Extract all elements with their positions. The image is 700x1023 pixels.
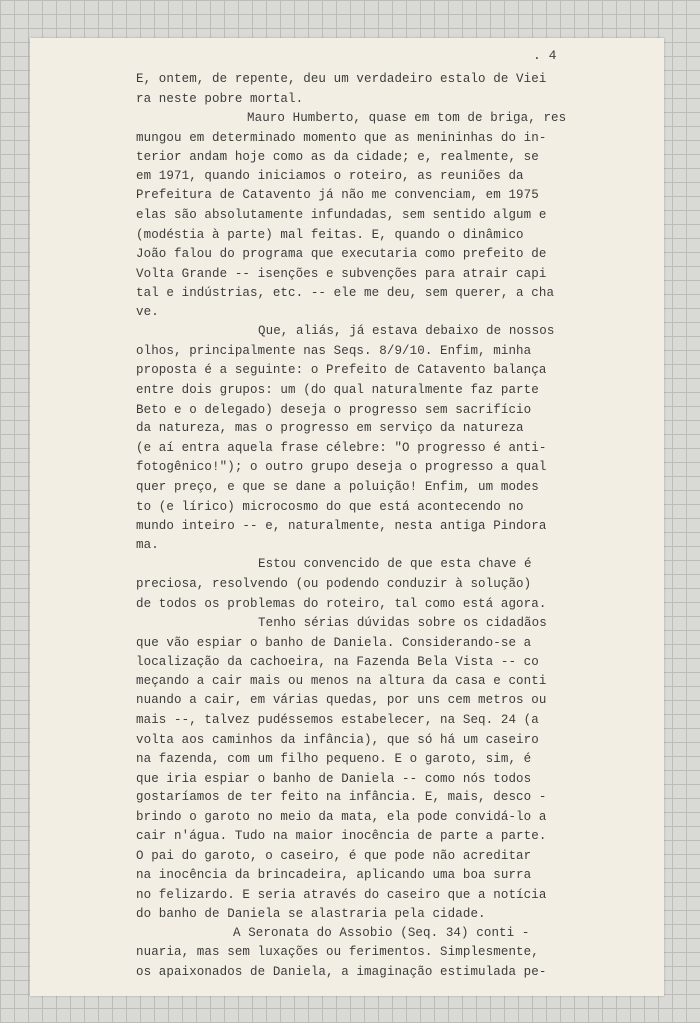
text-line: terior andam hoje como as da cidade; e, realmente, se xyxy=(136,149,539,164)
page-number: . 4 xyxy=(533,48,557,63)
text-line: em 1971, quando iniciamos o roteiro, as reuniões da xyxy=(136,169,524,184)
text-line: Beto e o delegado) deseja o progresso sem sacrifício xyxy=(136,402,532,417)
text-line: João falou do programa que executaria como prefeito de xyxy=(136,246,547,261)
text-line: fotogênico!"); o outro grupo deseja o progresso a qual xyxy=(136,460,547,475)
text-line: ra neste pobre mortal. xyxy=(136,92,304,106)
text-line: Volta Grande -- isenções e subvenções para atrair capi xyxy=(136,266,547,281)
text-line: ma. xyxy=(136,538,159,553)
text-line: elas são absolutamente infundadas, sem sentido algum e xyxy=(136,208,547,223)
text-line: nuando a cair, em várias quedas, por uns cem metros ou xyxy=(136,693,547,708)
text-line: mungou em determinado momento que as menininhas do in- xyxy=(136,130,547,145)
text-line: Tenho sérias dúvidas sobre os cidadãos xyxy=(258,615,547,630)
text-line: no felizardo. E seria através do caseiro que a notícia xyxy=(136,887,547,902)
text-line: brindo o garoto no meio da mata, ela pode convidá-lo a xyxy=(136,810,547,825)
text-line: entre dois grupos: um (do qual naturalmente faz parte xyxy=(136,382,539,397)
text-line: volta aos caminhos da infância), que só há um caseiro xyxy=(136,732,539,747)
text-line: E, ontem, de repente, deu um verdadeiro estalo de Viei xyxy=(136,72,547,87)
typewritten-page xyxy=(30,38,664,996)
text-line: na inocência da brincadeira, aplicando uma boa surra xyxy=(136,867,532,882)
text-line: Estou convencido de que esta chave é xyxy=(258,557,532,572)
text-line: gostaríamos de ter feito na infância. E, mais, desco - xyxy=(136,790,547,805)
text-line: da natureza, mas o progresso em serviço da natureza xyxy=(136,421,524,436)
text-line: cair n'água. Tudo na maior inocência de parte a parte. xyxy=(136,829,547,844)
text-line: os apaixonados de Daniela, a imaginação estimulada pe- xyxy=(136,965,547,979)
text-line: O pai do garoto, o caseiro, é que pode não acreditar xyxy=(136,848,532,863)
text-line: mundo inteiro -- e, naturalmente, nesta antiga Pindora xyxy=(136,518,547,533)
text-line: A Seronata do Assobio (Seq. 34) conti - xyxy=(233,926,530,941)
text-line: Que, aliás, já estava debaixo de nossos xyxy=(258,324,555,339)
text-line: preciosa, resolvendo (ou podendo conduzir à solução) xyxy=(136,577,532,592)
text-line: Mauro Humberto, quase em tom de briga, res xyxy=(247,110,567,125)
text-line: proposta é a seguinte: o Prefeito de Catavento balança xyxy=(136,362,547,377)
text-line: do banho de Daniela se alastraria pela cidade. xyxy=(136,906,486,921)
text-line: Prefeitura de Catavento já não me convenciam, em 1975 xyxy=(136,188,539,203)
text-line: localização da cachoeira, na Fazenda Bela Vista -- co xyxy=(136,654,539,669)
text-line: (e aí entra aquela frase célebre: "O progresso é anti- xyxy=(136,441,547,456)
text-line: mais --, talvez pudéssemos estabelecer, na Seq. 24 (a xyxy=(136,713,539,727)
text-line: quer preço, e que se dane a poluição! Enfim, um modes xyxy=(136,479,539,494)
text-line: meçando a cair mais ou menos na altura da casa e conti xyxy=(136,674,547,689)
text-line: na fazenda, com um filho pequeno. E o garoto, sim, é xyxy=(136,751,532,766)
text-line: tal e indústrias, etc. -- ele me deu, sem querer, a cha xyxy=(136,285,555,300)
text-line: olhos, principalmente nas Seqs. 8/9/10. Enfim, minha xyxy=(136,344,532,358)
text-line: ve. xyxy=(136,305,159,320)
text-line: que iria espiar o banho de Daniela -- como nós todos xyxy=(136,771,532,786)
text-line: de todos os problemas do roteiro, tal como está agora. xyxy=(136,596,547,611)
text-line: to (e lírico) microcosmo do que está acontecendo no xyxy=(136,499,524,514)
text-line: que vão espiar o banho de Daniela. Considerando-se a xyxy=(136,635,532,650)
text-line: nuaria, mas sem luxações ou ferimentos. Simplesmente, xyxy=(136,945,539,960)
text-line: (modéstia à parte) mal feitas. E, quando o dinâmico xyxy=(136,227,524,242)
